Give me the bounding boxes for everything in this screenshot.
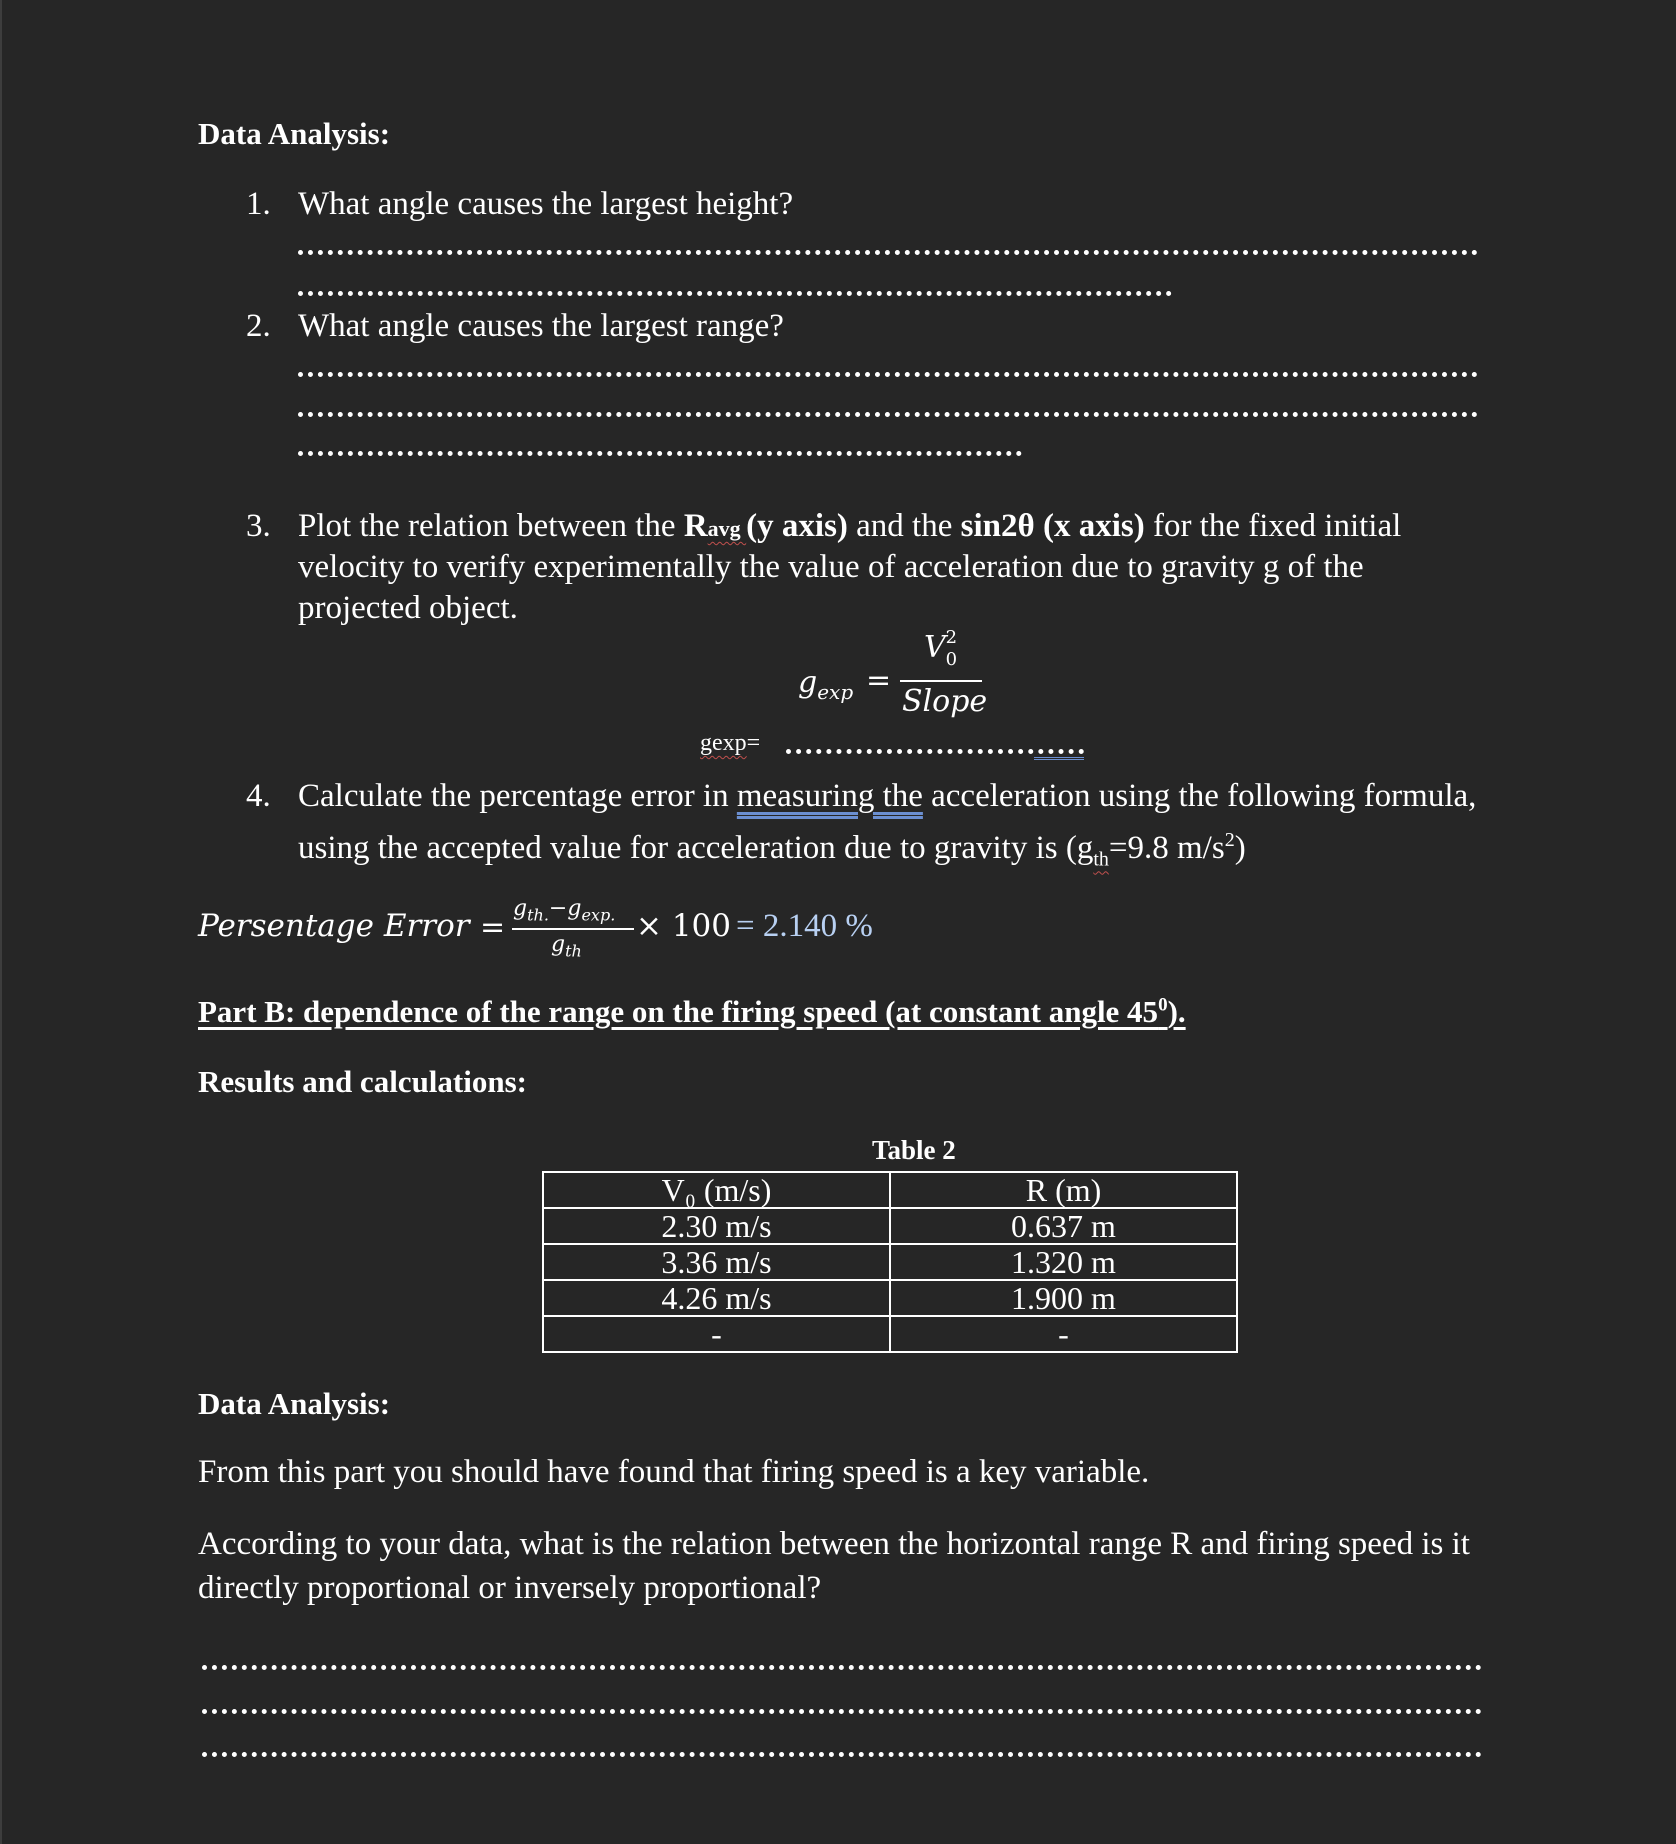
gexp-equals: = — [866, 663, 892, 698]
v0-subscript: 0 — [945, 649, 958, 670]
q4-text-d: =9.8 m/s — [1108, 830, 1225, 866]
question-2-text: What angle causes the largest range? — [298, 308, 784, 344]
cell-v0: 4.26 m/s — [543, 1280, 890, 1316]
question-4-number: 4. — [246, 778, 271, 814]
gth-g: g — [513, 896, 528, 921]
q4-text-e: ) — [1234, 830, 1246, 866]
q3-text-c: for the fixed initial — [1144, 508, 1402, 544]
table-header-row — [543, 1172, 1237, 1208]
table-row — [543, 1316, 1237, 1352]
page-left-border — [0, 0, 2, 1844]
question-3-line-1 — [298, 508, 1401, 545]
gth-sub: th. — [527, 905, 549, 925]
error-formula-result: = 2.140 % — [736, 908, 873, 944]
error-formula-fraction-bar — [512, 928, 634, 930]
part-b-title-text: Part B: dependence of the range on the firing speed (at constant angle 45 — [198, 994, 1159, 1029]
q3-text-b: and the — [847, 508, 961, 544]
answer-line — [202, 1709, 1482, 1714]
q4-text-b: acceleration using the following formula, — [922, 778, 1477, 814]
q3-sin-x-axis: sin2θ (x axis) — [960, 508, 1145, 544]
q4-measuring: measuring the — [736, 778, 923, 814]
table-caption: Table 2 — [872, 1135, 956, 1165]
q3-r-symbol: R — [683, 508, 708, 544]
q4-text-c: using the accepted value for acceleration due to gravity is (g — [298, 830, 1094, 866]
gexp-g-minus: −g — [548, 896, 582, 921]
data-analysis-heading-2: Data Analysis: — [198, 1386, 391, 1421]
question-3-line-3: projected object. — [298, 590, 518, 626]
cell-v0: - — [543, 1316, 890, 1352]
gexp-answer-line — [786, 749, 1084, 754]
grammar-mark — [1034, 757, 1084, 760]
cell-r: 1.320 m — [890, 1244, 1237, 1280]
table-row — [543, 1244, 1237, 1280]
question-3-number: 3. — [246, 508, 271, 544]
formula-fraction-bar — [900, 680, 982, 682]
gexp-symbol — [798, 665, 853, 704]
part-b-title-end: ). — [1167, 994, 1186, 1029]
answer-line — [298, 372, 1478, 377]
error-formula-numerator — [513, 896, 615, 924]
question-2-number: 2. — [246, 308, 271, 344]
gth-subscript: th — [1093, 848, 1109, 871]
error-formula-equals: = — [480, 910, 506, 945]
formula-denominator: Slope — [902, 684, 988, 719]
q3-y-axis: (y axis) — [746, 508, 848, 544]
q3-text-a: Plot the relation between the — [298, 508, 684, 544]
answer-line — [298, 451, 1022, 456]
q4-text-a: Calculate the percentage error in — [298, 778, 737, 814]
answer-line — [298, 291, 1172, 296]
question-4-line-1 — [298, 778, 1476, 815]
answer-line — [202, 1752, 1482, 1757]
paragraph-2-line-2: directly proportional or inversely proportional? — [198, 1570, 822, 1606]
formula-numerator — [924, 627, 960, 670]
results-heading: Results and calculations: — [198, 1064, 527, 1099]
error-formula-denominator — [551, 932, 582, 960]
gexp-g: g — [798, 665, 818, 700]
gth-den-sub: th — [565, 941, 582, 961]
q3-avg-subscript: avg — [707, 516, 747, 541]
part-b-degree: 0 — [1158, 994, 1168, 1016]
paragraph-1: From this part you should have found that firing speed is a key variable. — [198, 1454, 1150, 1490]
error-formula-times: × 100 — [636, 908, 731, 944]
question-1-number: 1. — [246, 186, 271, 222]
gexp-answer-text: gexp — [700, 730, 747, 756]
answer-line — [298, 412, 1478, 417]
results-table — [542, 1171, 1238, 1353]
cell-v0: 2.30 m/s — [543, 1208, 890, 1244]
cell-v0: 3.36 m/s — [543, 1244, 890, 1280]
question-1-text: What angle causes the largest height? — [298, 186, 794, 222]
question-3-line-2: velocity to verify experimentally the value of acceleration due to gravity g of the — [298, 549, 1364, 585]
cell-r: 1.900 m — [890, 1280, 1237, 1316]
data-analysis-heading: Data Analysis: — [198, 116, 391, 151]
cell-r: - — [890, 1316, 1237, 1352]
answer-line — [202, 1665, 1482, 1670]
table-row — [543, 1208, 1237, 1244]
gexp-sub: exp. — [581, 905, 616, 925]
gexp-subscript: exp — [817, 680, 854, 704]
question-4-line-2 — [298, 829, 1246, 872]
answer-line — [298, 250, 1478, 255]
question-2 — [246, 308, 1546, 348]
gth-den-g: g — [551, 932, 566, 957]
header-v0: V₀ (m/s) — [543, 1172, 890, 1208]
v0-symbol: V — [924, 630, 946, 665]
error-formula-lhs: Persentage Error — [198, 908, 470, 944]
units-superscript: 2 — [1224, 829, 1235, 851]
gexp-answer-equals: = — [746, 730, 761, 756]
header-r: R (m) — [890, 1172, 1237, 1208]
table-row — [543, 1280, 1237, 1316]
question-1 — [246, 186, 1546, 226]
part-b-title — [198, 994, 1186, 1030]
paragraph-2-line-1: According to your data, what is the relation between the horizontal range R and firing speed is it — [198, 1526, 1470, 1562]
gexp-answer-label — [700, 730, 760, 757]
cell-r: 0.637 m — [890, 1208, 1237, 1244]
v0-superscript: 2 — [945, 627, 958, 648]
